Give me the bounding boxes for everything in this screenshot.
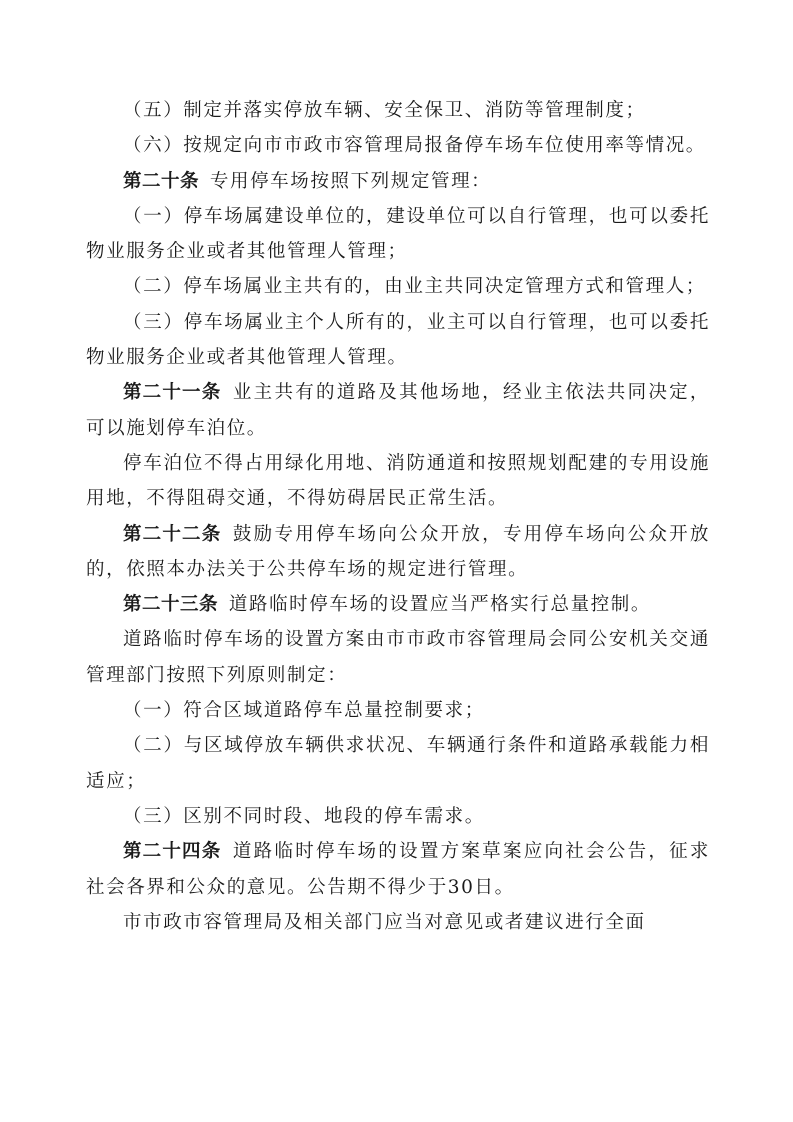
paragraph-text: 业主共有的道路及其他场地，经业主依法共同决定，可以施划停车泊位。: [86, 382, 710, 439]
paragraph-text: 道路临时停车场的设置方案草案应向社会公告，征求社会各界和公众的意见。公告期不得少于30日。: [86, 841, 710, 898]
article-paragraph: [86, 517, 710, 588]
paragraph-text: 鼓励专用停车场向公众开放，专用停车场向公众开放的，依照本办法关于公共停车场的规定进行管理。: [86, 523, 710, 580]
article-number: 第二十条: [123, 170, 200, 192]
article-paragraph: [86, 164, 710, 199]
paragraph-text: （五）制定并落实停放车辆、安全保卫、消防等管理制度；: [123, 100, 646, 121]
paragraph-text: 道路临时停车场的设置应当严格实行总量控制。: [228, 594, 651, 616]
article-paragraph: [86, 375, 710, 446]
paragraph: [86, 728, 710, 799]
article-number: 第二十一条: [123, 382, 222, 404]
document-body: [86, 93, 710, 940]
paragraph: [86, 128, 710, 163]
paragraph-text: （二）停车场属业主共有的，由业主共同决定管理方式和管理人；: [123, 276, 706, 298]
paragraph: [86, 446, 710, 517]
paragraph-text: 市市政市容管理局及相关部门应当对意见或者建议进行全面: [123, 911, 646, 933]
article-paragraph: [86, 587, 710, 622]
paragraph-text: （一）停车场属建设单位的，建设单位可以自行管理，也可以委托物业服务企业或者其他管理人管理；: [86, 205, 710, 263]
paragraph-text: （三）停车场属业主个人所有的，业主可以自行管理，也可以委托物业服务企业或者其他管理人管理。: [86, 311, 710, 369]
paragraph: [86, 93, 710, 128]
article-number: 第二十二条: [123, 523, 222, 545]
paragraph: [86, 199, 710, 270]
paragraph-text: （六）按规定向市市政市容管理局报备停车场车位使用率等情况。: [123, 135, 706, 157]
paragraph-text: 专用停车场按照下列规定管理：: [209, 170, 492, 192]
paragraph: [86, 905, 710, 940]
paragraph-text: （二）与区域停放车辆供求状况、车辆通行条件和道路承载能力相适应；: [86, 735, 710, 792]
article-paragraph: [86, 834, 710, 905]
paragraph: [86, 799, 710, 834]
paragraph-text: 停车泊位不得占用绿化用地、消防通道和按照规划配建的专用设施用地，不得阻碍交通，不得妨碍居民正常生活。: [86, 452, 710, 510]
paragraph: [86, 269, 710, 304]
paragraph: [86, 693, 710, 728]
paragraph: [86, 622, 710, 693]
paragraph-text: （一）符合区域道路停车总量控制要求；: [123, 700, 485, 722]
paragraph-text: 道路临时停车场的设置方案由市市政市容管理局会同公安机关交通管理部门按照下列原则制定：: [86, 629, 710, 686]
paragraph: [86, 305, 710, 376]
article-number: 第二十三条: [123, 594, 219, 616]
paragraph-text: （三）区别不同时段、地段的停车需求。: [123, 805, 485, 827]
article-number: 第二十四条: [123, 841, 222, 863]
